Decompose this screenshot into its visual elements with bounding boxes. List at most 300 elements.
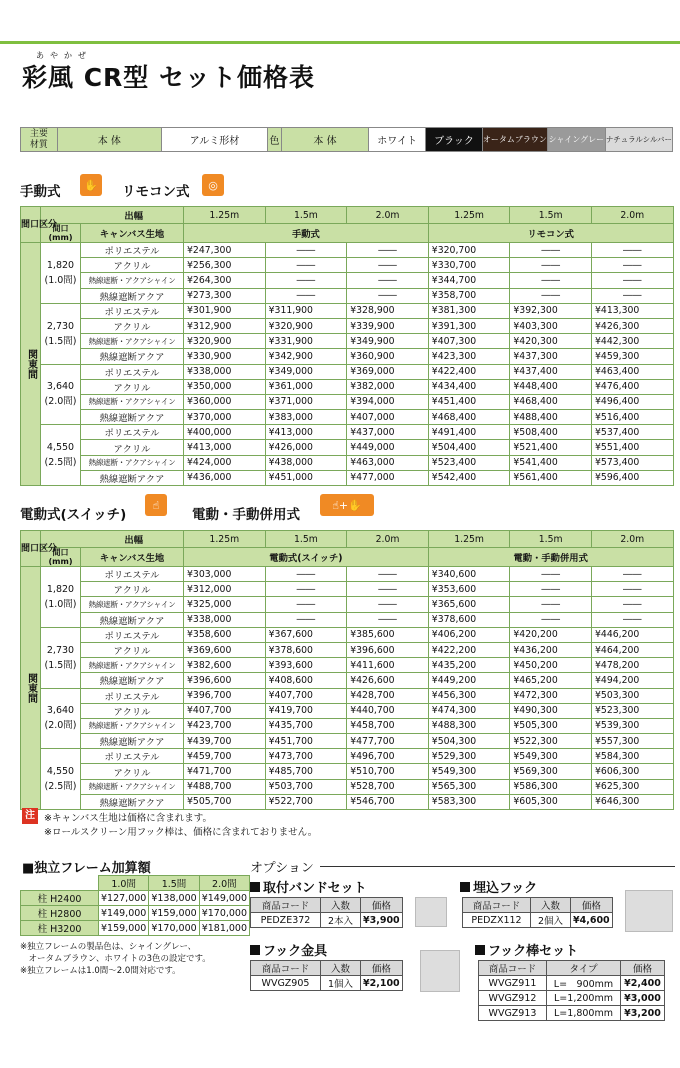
price-cell: ¥583,300 <box>428 794 510 809</box>
price-row <box>21 334 674 349</box>
price-cell: ―― <box>347 582 429 597</box>
price-row <box>21 597 674 612</box>
title-ruby: あやかぜ <box>36 51 92 60</box>
price-cell: ―― <box>591 258 673 273</box>
fabric-cell: 熱線遮断・アクアシャイン <box>81 779 184 794</box>
price-cell: ¥407,300 <box>428 334 510 349</box>
price-cell: ¥349,900 <box>347 334 429 349</box>
price-row <box>21 794 674 809</box>
price-cell: ¥442,300 <box>591 334 673 349</box>
price-cell: ¥423,300 <box>428 349 510 364</box>
fabric-cell: 熱線遮断・アクアシャイン <box>81 658 184 673</box>
width-col-header: 2.0m <box>591 531 673 548</box>
price-cell: ¥551,400 <box>591 440 673 455</box>
price-cell: ¥426,000 <box>265 440 347 455</box>
price-cell: ¥407,700 <box>184 703 266 718</box>
price-row <box>21 440 674 455</box>
frontage-cell: 1,820 (1.0間) <box>41 243 81 304</box>
fabric-cell: アクリル <box>81 440 184 455</box>
fabric-cell: アクリル <box>81 318 184 333</box>
type-a-header: 手動式 <box>184 224 429 243</box>
price-cell: ―― <box>510 612 592 627</box>
price-cell: ¥605,300 <box>510 794 592 809</box>
price-cell: ―― <box>347 288 429 303</box>
frame-note-1: ※独立フレームの製品色は、シャイングレー、 <box>20 942 197 952</box>
price-cell: ¥446,200 <box>591 627 673 642</box>
price-cell: ¥378,600 <box>265 642 347 657</box>
price-cell: ¥549,300 <box>428 764 510 779</box>
price-cell: ¥325,000 <box>184 597 266 612</box>
price-cell: ¥264,300 <box>184 273 266 288</box>
price-cell: ¥413,000 <box>265 425 347 440</box>
section1-title-b: リモコン式 <box>122 184 190 200</box>
price-cell: ¥370,000 <box>184 410 266 425</box>
fabric-cell: アクリル <box>81 703 184 718</box>
note-mark: 注 <box>22 808 38 824</box>
price-cell: ¥437,000 <box>347 425 429 440</box>
hook-title: フック金具 <box>250 940 327 959</box>
price-cell: ¥488,300 <box>428 718 510 733</box>
price-cell: ¥382,600 <box>184 658 266 673</box>
price-cell: ¥420,200 <box>510 627 592 642</box>
hookbar-row: WVGZ911 L= 900mm ¥2,400 <box>479 976 665 991</box>
price-cell: ¥350,000 <box>184 379 266 394</box>
price-cell: ¥465,200 <box>510 673 592 688</box>
price-cell: ―― <box>265 567 347 582</box>
fabric-cell: アクリル <box>81 582 184 597</box>
price-cell: ―― <box>591 597 673 612</box>
fabric-cell: 熱線遮断アクア <box>81 349 184 364</box>
fabric-cell: 熱線遮断アクア <box>81 734 184 749</box>
price-cell: ¥546,700 <box>347 794 429 809</box>
top-accent-bar <box>0 41 680 44</box>
price-cell: ¥256,300 <box>184 258 266 273</box>
price-row <box>21 410 674 425</box>
materials-table <box>20 127 673 152</box>
price-row <box>21 582 674 597</box>
price-cell: ¥330,700 <box>428 258 510 273</box>
note-hook-bar: ※ロールスクリーン用フック棒は、価格に含まれておりません。 <box>44 827 318 838</box>
price-cell: ¥522,700 <box>265 794 347 809</box>
price-row <box>21 303 674 318</box>
price-cell: ¥247,300 <box>184 243 266 258</box>
price-cell: ¥449,200 <box>428 673 510 688</box>
fabric-header: キャンバス生地 <box>81 224 184 243</box>
price-cell: ―― <box>591 288 673 303</box>
fabric-cell: アクリル <box>81 642 184 657</box>
bracket-table: 商品コード 入数 価格 PEDZE372 2本入 ¥3,900 <box>250 897 403 928</box>
price-cell: ―― <box>347 273 429 288</box>
price-cell: ¥383,000 <box>265 410 347 425</box>
price-cell: ¥451,700 <box>265 734 347 749</box>
price-cell: ―― <box>510 597 592 612</box>
color-natural-silver: ナチュラルシルバー <box>605 128 672 152</box>
price-cell: ¥516,400 <box>591 410 673 425</box>
width-col-header: 1.25m <box>428 531 510 548</box>
price-row <box>21 455 674 470</box>
price-cell: ¥340,600 <box>428 567 510 582</box>
price-cell: ¥435,200 <box>428 658 510 673</box>
price-row <box>21 673 674 688</box>
price-row <box>21 470 674 485</box>
price-cell: ¥420,300 <box>510 334 592 349</box>
combo-icon: ☝+✋ <box>320 494 374 516</box>
price-cell: ¥424,000 <box>184 455 266 470</box>
price-row <box>21 243 674 258</box>
frame-row: 柱 H2400 ¥127,000 ¥138,000 ¥149,000 <box>21 891 250 906</box>
price-cell: ¥522,300 <box>510 734 592 749</box>
price-cell: ¥436,200 <box>510 642 592 657</box>
hookbar-table: 商品コード タイプ 価格 WVGZ911 L= 900mm ¥2,400 WVGZ912 L=1,200mm ¥3,000 WVGZ913 L=1,800mm ¥3,200 <box>478 960 665 1021</box>
price-row <box>21 688 674 703</box>
price-cell: ¥353,600 <box>428 582 510 597</box>
price-cell: ―― <box>591 582 673 597</box>
price-cell: ―― <box>265 258 347 273</box>
fabric-header: キャンバス生地 <box>81 548 184 567</box>
price-row <box>21 764 674 779</box>
fabric-cell: 熱線遮断アクア <box>81 794 184 809</box>
price-cell: ¥488,400 <box>510 410 592 425</box>
price-cell: ¥369,000 <box>347 364 429 379</box>
section2-title-b: 電動・手動併用式 <box>192 507 300 523</box>
price-row <box>21 273 674 288</box>
color-label: 色 <box>267 128 281 152</box>
hookbar-row: WVGZ913 L=1,800mm ¥3,200 <box>479 1006 665 1021</box>
price-cell: ¥435,700 <box>265 718 347 733</box>
type-b-header: リモコン式 <box>428 224 673 243</box>
price-cell: ―― <box>265 582 347 597</box>
price-row <box>21 364 674 379</box>
options-divider <box>320 866 675 867</box>
fabric-cell: アクリル <box>81 258 184 273</box>
price-cell: ¥394,000 <box>347 394 429 409</box>
price-cell: ¥438,000 <box>265 455 347 470</box>
price-cell: ¥468,400 <box>428 410 510 425</box>
price-cell: ¥450,200 <box>510 658 592 673</box>
fabric-cell: ポリエステル <box>81 688 184 703</box>
width-col-header: 1.5m <box>510 531 592 548</box>
price-cell: ―― <box>510 288 592 303</box>
width-col-header: 2.0m <box>347 531 429 548</box>
embed-title: 埋込フック <box>460 877 537 896</box>
price-cell: ―― <box>265 273 347 288</box>
price-cell: ¥523,300 <box>591 703 673 718</box>
price-table-electric <box>20 530 674 810</box>
price-cell: ¥396,600 <box>347 642 429 657</box>
fabric-cell: 熱線遮断・アクアシャイン <box>81 455 184 470</box>
price-cell: ¥451,000 <box>265 470 347 485</box>
price-cell: ¥474,300 <box>428 703 510 718</box>
price-cell: ¥396,700 <box>184 688 266 703</box>
width-col-header: 1.5m <box>265 207 347 224</box>
hookbar-row: WVGZ912 L=1,200mm ¥3,000 <box>479 991 665 1006</box>
price-cell: ¥477,700 <box>347 734 429 749</box>
price-cell: ¥451,400 <box>428 394 510 409</box>
price-cell: ¥508,400 <box>510 425 592 440</box>
price-cell: ―― <box>591 567 673 582</box>
price-cell: ¥494,200 <box>591 673 673 688</box>
fabric-cell: ポリエステル <box>81 627 184 642</box>
frame-note-2: オータムブラウン、ホワイトの3色の設定です。 <box>20 954 211 964</box>
remote-control-icon: ◎ <box>202 174 224 196</box>
price-cell: ¥273,300 <box>184 288 266 303</box>
price-cell: ¥422,200 <box>428 642 510 657</box>
price-cell: ¥320,700 <box>428 243 510 258</box>
price-cell: ¥503,700 <box>265 779 347 794</box>
switch-icon: ☝ <box>145 494 167 516</box>
page-title: 彩風 CR型 セット価格表 <box>22 63 316 92</box>
price-cell: ¥360,000 <box>184 394 266 409</box>
price-cell: ¥485,700 <box>265 764 347 779</box>
price-cell: ¥523,400 <box>428 455 510 470</box>
fabric-cell: ポリエステル <box>81 303 184 318</box>
price-cell: ¥419,700 <box>265 703 347 718</box>
color-body-label: 本 体 <box>281 128 368 152</box>
width-col-header: 1.25m <box>428 207 510 224</box>
price-cell: ¥365,600 <box>428 597 510 612</box>
frontage-cell: 2,730 (1.5間) <box>41 627 81 688</box>
price-cell: ¥367,600 <box>265 627 347 642</box>
width-col-header: 1.5m <box>265 531 347 548</box>
price-cell: ―― <box>265 612 347 627</box>
price-cell: ―― <box>347 258 429 273</box>
price-cell: ¥569,300 <box>510 764 592 779</box>
hook-table: 商品コード 入数 価格 WVGZ905 1個入 ¥2,100 <box>250 960 403 991</box>
frame-row: 柱 H2800 ¥149,000 ¥159,000 ¥170,000 <box>21 906 250 921</box>
frontage-cell: 3,640 (2.0間) <box>41 364 81 425</box>
price-cell: ―― <box>347 567 429 582</box>
price-cell: ¥646,300 <box>591 794 673 809</box>
frame-row: 柱 H3200 ¥159,000 ¥170,000 ¥181,000 <box>21 921 250 936</box>
price-cell: ¥472,300 <box>510 688 592 703</box>
price-cell: ―― <box>265 597 347 612</box>
price-cell: ¥413,000 <box>184 440 266 455</box>
price-cell: ¥573,400 <box>591 455 673 470</box>
price-cell: ―― <box>347 243 429 258</box>
width-header: 出幅 <box>41 531 184 548</box>
price-cell: ¥338,000 <box>184 612 266 627</box>
price-row <box>21 612 674 627</box>
price-cell: ¥393,600 <box>265 658 347 673</box>
fabric-cell: 熱線遮断アクア <box>81 673 184 688</box>
price-cell: ―― <box>591 612 673 627</box>
width-header: 出幅 <box>41 207 184 224</box>
price-cell: ¥537,400 <box>591 425 673 440</box>
price-cell: ¥358,600 <box>184 627 266 642</box>
width-col-header: 1.5m <box>510 207 592 224</box>
price-cell: ¥488,700 <box>184 779 266 794</box>
price-cell: ¥338,000 <box>184 364 266 379</box>
kanto-label: 関東間 <box>21 567 41 810</box>
fabric-cell: 熱線遮断アクア <box>81 612 184 627</box>
price-cell: ¥471,700 <box>184 764 266 779</box>
price-cell: ¥473,700 <box>265 749 347 764</box>
type-b-header: 電動・手動併用式 <box>428 548 673 567</box>
frontage-cell: 3,640 (2.0間) <box>41 688 81 749</box>
section1-title-a: 手動式 <box>20 184 61 200</box>
color-shine-gray: シャイングレー <box>547 128 605 152</box>
hand-crank-icon: ✋ <box>80 174 102 196</box>
frame-title: ■独立フレーム加算額 <box>22 861 151 876</box>
price-cell: ¥344,700 <box>428 273 510 288</box>
price-cell: ¥565,300 <box>428 779 510 794</box>
frame-col: 1.5間 <box>149 876 199 891</box>
frontage-cell: 4,550 (2.5間) <box>41 749 81 810</box>
price-cell: ¥459,700 <box>184 749 266 764</box>
price-row <box>21 349 674 364</box>
price-cell: ¥468,400 <box>510 394 592 409</box>
price-cell: ―― <box>591 243 673 258</box>
price-cell: ¥396,600 <box>184 673 266 688</box>
hookbar-title: フック棒セット <box>475 940 578 959</box>
price-row <box>21 425 674 440</box>
region-header: 間口区分 <box>21 207 41 243</box>
price-row <box>21 379 674 394</box>
price-cell: ¥422,400 <box>428 364 510 379</box>
price-cell: ¥561,400 <box>510 470 592 485</box>
price-cell: ¥312,000 <box>184 582 266 597</box>
price-cell: ―― <box>265 288 347 303</box>
price-cell: ―― <box>347 597 429 612</box>
price-cell: ¥311,900 <box>265 303 347 318</box>
width-col-header: 1.25m <box>184 531 266 548</box>
price-cell: ¥339,900 <box>347 318 429 333</box>
price-cell: ¥437,400 <box>510 364 592 379</box>
price-row <box>21 627 674 642</box>
width-col-header: 2.0m <box>591 207 673 224</box>
fabric-cell: 熱線遮断・アクアシャイン <box>81 334 184 349</box>
price-cell: ¥371,000 <box>265 394 347 409</box>
fabric-cell: ポリエステル <box>81 364 184 379</box>
frontage-cell: 4,550 (2.5間) <box>41 425 81 486</box>
price-cell: ¥342,900 <box>265 349 347 364</box>
price-cell: ¥521,400 <box>510 440 592 455</box>
price-row <box>21 394 674 409</box>
price-table-manual-remote <box>20 206 674 486</box>
fabric-cell: ポリエステル <box>81 425 184 440</box>
price-cell: ¥625,300 <box>591 779 673 794</box>
price-cell: ¥503,300 <box>591 688 673 703</box>
price-cell: ―― <box>347 612 429 627</box>
price-cell: ¥504,300 <box>428 734 510 749</box>
price-cell: ¥391,300 <box>428 318 510 333</box>
fabric-cell: 熱線遮断アクア <box>81 288 184 303</box>
price-cell: ¥542,400 <box>428 470 510 485</box>
fabric-cell: 熱線遮断・アクアシャイン <box>81 597 184 612</box>
price-cell: ¥549,300 <box>510 749 592 764</box>
price-cell: ¥400,000 <box>184 425 266 440</box>
price-cell: ¥413,300 <box>591 303 673 318</box>
options-title: オプション <box>250 861 314 876</box>
price-cell: ¥320,900 <box>265 318 347 333</box>
note-canvas: ※キャンバス生地は価格に含まれます。 <box>44 813 213 824</box>
body-label: 本 体 <box>57 128 161 152</box>
frontage-header: 間口 (mm) <box>41 224 81 243</box>
fabric-cell: 熱線遮断アクア <box>81 470 184 485</box>
price-cell: ¥369,600 <box>184 642 266 657</box>
fabric-cell: 熱線遮断・アクアシャイン <box>81 394 184 409</box>
frontage-cell: 2,730 (1.5間) <box>41 303 81 364</box>
price-cell: ¥496,400 <box>591 394 673 409</box>
section2-title-a: 電動式(スイッチ) <box>20 507 127 523</box>
price-cell: ¥382,000 <box>347 379 429 394</box>
price-row <box>21 567 674 582</box>
price-cell: ¥439,700 <box>184 734 266 749</box>
price-cell: ¥403,300 <box>510 318 592 333</box>
price-cell: ―― <box>510 582 592 597</box>
fabric-cell: ポリエステル <box>81 243 184 258</box>
price-cell: ¥541,400 <box>510 455 592 470</box>
width-col-header: 2.0m <box>347 207 429 224</box>
price-cell: ¥320,900 <box>184 334 266 349</box>
kanto-label: 関東間 <box>21 243 41 486</box>
price-cell: ¥440,700 <box>347 703 429 718</box>
frame-col: 1.0間 <box>99 876 149 891</box>
price-cell: ¥426,600 <box>347 673 429 688</box>
price-row <box>21 318 674 333</box>
fabric-cell: 熱線遮断・アクアシャイン <box>81 718 184 733</box>
price-cell: ¥496,700 <box>347 749 429 764</box>
price-cell: ―― <box>265 243 347 258</box>
price-row <box>21 718 674 733</box>
price-cell: ¥539,300 <box>591 718 673 733</box>
price-cell: ¥392,300 <box>510 303 592 318</box>
price-cell: ¥406,200 <box>428 627 510 642</box>
price-cell: ¥596,400 <box>591 470 673 485</box>
price-cell: ¥529,300 <box>428 749 510 764</box>
bracket-photo <box>415 897 447 927</box>
price-cell: ―― <box>510 567 592 582</box>
price-row <box>21 288 674 303</box>
price-cell: ¥381,300 <box>428 303 510 318</box>
bracket-title: 取付バンドセット <box>250 877 367 896</box>
price-row <box>21 658 674 673</box>
price-cell: ¥408,600 <box>265 673 347 688</box>
price-cell: ¥504,400 <box>428 440 510 455</box>
color-autumn-brown: オータムブラウン <box>482 128 547 152</box>
price-cell: ¥361,000 <box>265 379 347 394</box>
price-row <box>21 642 674 657</box>
fabric-cell: 熱線遮断・アクアシャイン <box>81 273 184 288</box>
price-row <box>21 779 674 794</box>
price-cell: ¥528,700 <box>347 779 429 794</box>
price-cell: ―― <box>510 243 592 258</box>
price-cell: ―― <box>510 273 592 288</box>
price-cell: ¥505,300 <box>510 718 592 733</box>
color-black: ブラック <box>426 128 483 152</box>
price-row <box>21 258 674 273</box>
price-cell: ¥437,300 <box>510 349 592 364</box>
fabric-cell: ポリエステル <box>81 749 184 764</box>
hook-photo <box>420 950 460 992</box>
price-cell: ¥463,000 <box>347 455 429 470</box>
embed-photo <box>625 890 673 932</box>
price-cell: ¥385,600 <box>347 627 429 642</box>
price-cell: ¥436,000 <box>184 470 266 485</box>
price-cell: ¥312,900 <box>184 318 266 333</box>
price-cell: ¥456,300 <box>428 688 510 703</box>
embed-table: 商品コード 入数 価格 PEDZX112 2個入 ¥4,600 <box>462 897 613 928</box>
price-row <box>21 703 674 718</box>
price-cell: ¥434,400 <box>428 379 510 394</box>
price-cell: ¥426,300 <box>591 318 673 333</box>
price-cell: ¥330,900 <box>184 349 266 364</box>
fabric-cell: アクリル <box>81 379 184 394</box>
price-cell: ¥358,700 <box>428 288 510 303</box>
price-cell: ¥448,400 <box>510 379 592 394</box>
price-cell: ¥586,300 <box>510 779 592 794</box>
price-cell: ¥510,700 <box>347 764 429 779</box>
